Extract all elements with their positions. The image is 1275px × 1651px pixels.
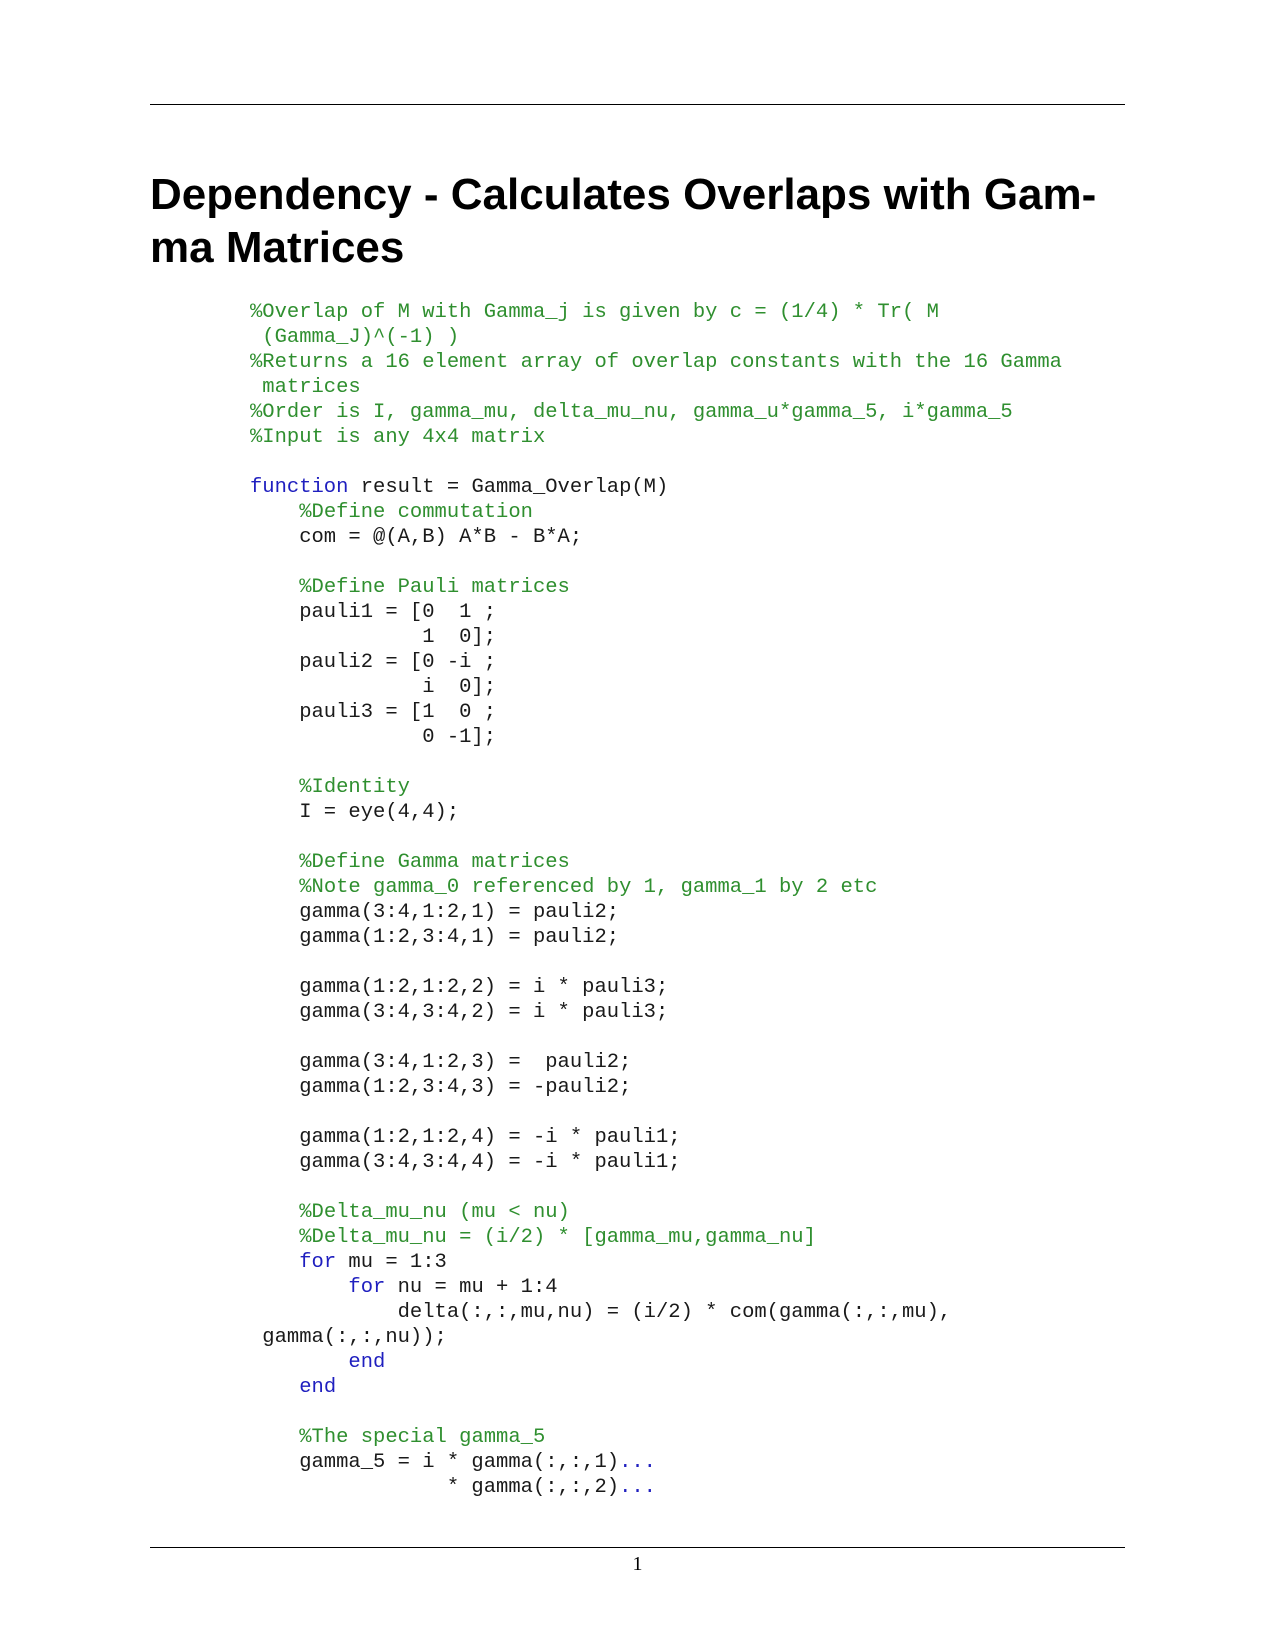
code-line: [250, 725, 1062, 750]
code-line: [250, 775, 1062, 800]
code-text: nu = mu + 1:4: [385, 1276, 558, 1299]
code-line: [250, 1350, 1062, 1375]
code-line: [250, 525, 1062, 550]
code-line: [250, 1325, 1062, 1350]
code-line: [250, 650, 1062, 675]
code-line: [250, 1275, 1062, 1300]
code-line: [250, 875, 1062, 900]
code-text: pauli3 = [1 0 ;: [250, 701, 497, 724]
code-text: i 0];: [250, 676, 497, 699]
code-line: [250, 1125, 1062, 1150]
code-line: [250, 1450, 1062, 1475]
code-text: gamma(1:2,1:2,2) = i * pauli3;: [250, 976, 669, 999]
title-line-1: Dependency - Calculates Overlaps with Gam-: [150, 170, 1097, 219]
code-line: [250, 500, 1062, 525]
code-continuation: ...: [619, 1476, 656, 1499]
code-keyword: end: [299, 1376, 337, 1399]
code-text: pauli2 = [0 -i ;: [250, 651, 497, 674]
code-line: [250, 1225, 1062, 1250]
code-line: [250, 950, 1062, 975]
code-comment: %Define Gamma matrices: [299, 851, 570, 874]
code-comment: %Define Pauli matrices: [299, 576, 570, 599]
code-line: [250, 975, 1062, 1000]
code-line: [250, 1400, 1062, 1425]
code-line: [250, 900, 1062, 925]
code-keyword: function: [250, 476, 349, 499]
code-line: [250, 550, 1062, 575]
code-comment: matrices: [250, 376, 361, 399]
code-text: * gamma(:,:,2): [250, 1476, 620, 1499]
code-line: [250, 925, 1062, 950]
code-line: [250, 1050, 1062, 1075]
page-title: [150, 168, 1110, 274]
code-text: delta(:,:,mu,nu) = (i/2) * com(gamma(:,:,mu),: [250, 1301, 952, 1324]
code-line: [250, 1000, 1062, 1025]
code-text: gamma(3:4,3:4,4) = -i * pauli1;: [250, 1151, 681, 1174]
code-text: 0 -1];: [250, 726, 497, 749]
code-text: I = eye(4,4);: [250, 801, 460, 824]
code-line: [250, 1375, 1062, 1400]
code-line: [250, 700, 1062, 725]
code-text: gamma(1:2,1:2,4) = -i * pauli1;: [250, 1126, 681, 1149]
code-line: [250, 400, 1062, 425]
code-line: [250, 1300, 1062, 1325]
code-comment: (Gamma_J)^(-1) ): [250, 326, 460, 349]
code-line: [250, 600, 1062, 625]
code-text: 1 0];: [250, 626, 497, 649]
code-continuation: ...: [619, 1451, 656, 1474]
code-text: gamma(3:4,3:4,2) = i * pauli3;: [250, 1001, 669, 1024]
code-text: pauli1 = [0 1 ;: [250, 601, 497, 624]
code-comment: %The special gamma_5: [299, 1426, 546, 1449]
code-keyword: for: [348, 1276, 386, 1299]
code-line: [250, 1475, 1062, 1500]
code-comment: %Input is any 4x4 matrix: [250, 426, 546, 449]
code-line: [250, 300, 1062, 325]
code-text: gamma(:,:,nu));: [250, 1326, 447, 1349]
title-line-2: ma Matrices: [150, 223, 405, 272]
code-keyword: end: [348, 1351, 386, 1374]
code-line: [250, 1425, 1062, 1450]
code-text: gamma(3:4,1:2,1) = pauli2;: [250, 901, 620, 924]
code-comment: %Define commutation: [299, 501, 533, 524]
code-comment: %Returns a 16 element array of overlap constants with the 16 Gamma: [250, 351, 1062, 374]
code-text: gamma(3:4,1:2,3) = pauli2;: [250, 1051, 632, 1074]
code-listing: [250, 300, 1062, 1500]
code-line: [250, 750, 1062, 775]
code-text: result = Gamma_Overlap(M): [348, 476, 669, 499]
code-line: [250, 625, 1062, 650]
code-line: [250, 450, 1062, 475]
code-comment: %Delta_mu_nu = (i/2) * [gamma_mu,gamma_nu]: [299, 1226, 816, 1249]
code-comment: %Note gamma_0 referenced by 1, gamma_1 by 2 etc: [299, 876, 878, 899]
code-line: [250, 325, 1062, 350]
code-line: [250, 1075, 1062, 1100]
footer-rule: [150, 1547, 1125, 1548]
code-line: [250, 1100, 1062, 1125]
code-line: [250, 425, 1062, 450]
code-line: [250, 825, 1062, 850]
code-line: [250, 675, 1062, 700]
code-line: [250, 1175, 1062, 1200]
code-text: gamma_5 = i * gamma(:,:,1): [250, 1451, 620, 1474]
code-text: gamma(1:2,3:4,3) = -pauli2;: [250, 1076, 632, 1099]
code-line: [250, 1025, 1062, 1050]
code-comment: %Order is I, gamma_mu, delta_mu_nu, gamma_u*gamma_5, i*gamma_5: [250, 401, 1013, 424]
code-line: [250, 375, 1062, 400]
code-keyword: for: [299, 1251, 337, 1274]
header-rule: [150, 104, 1125, 105]
code-line: [250, 350, 1062, 375]
code-comment: %Identity: [299, 776, 410, 799]
code-line: [250, 475, 1062, 500]
code-text: com = @(A,B) A*B - B*A;: [250, 526, 583, 549]
code-line: [250, 575, 1062, 600]
code-line: [250, 800, 1062, 825]
code-line: [250, 1150, 1062, 1175]
code-text: mu = 1:3: [336, 1251, 447, 1274]
code-line: [250, 850, 1062, 875]
code-line: [250, 1250, 1062, 1275]
code-comment: %Overlap of M with Gamma_j is given by c = (1/4) * Tr( M: [250, 301, 939, 324]
code-line: [250, 1200, 1062, 1225]
page-number: 1: [632, 1553, 643, 1575]
code-text: gamma(1:2,3:4,1) = pauli2;: [250, 926, 620, 949]
code-comment: %Delta_mu_nu (mu < nu): [299, 1201, 570, 1224]
